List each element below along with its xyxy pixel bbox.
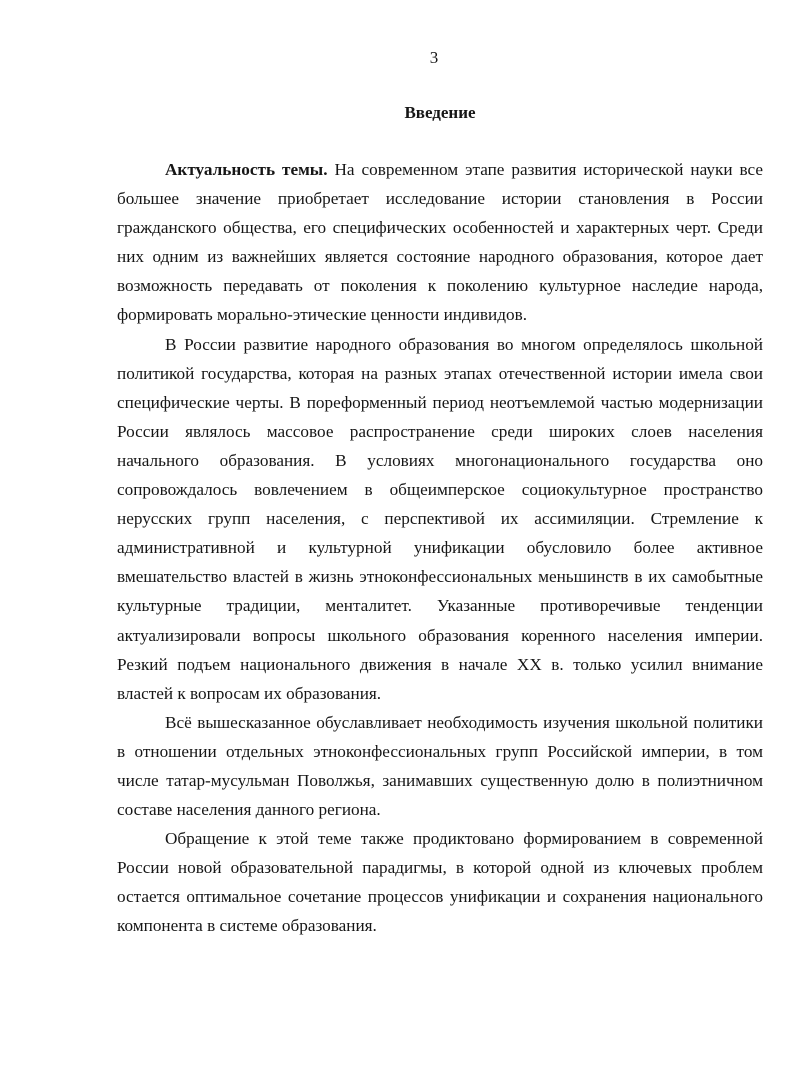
section-heading: Введение — [404, 103, 476, 122]
paragraph-school-policy: В России развитие народного образования во многом определялось школьной политикой государства, которая на разных этапах отечественной истории имела свои специфические черты. В пореформенный период неотъемлемой частью модернизации России являлось массовое распространение среди широких слоев населения начального образования. В условиях многонационального государства оно сопровождалось вовлечением в общеимперское социокультурное пространство нерусских групп населения, с перспективой их ассимиляции. Стремление к административной и культурной унификации обусловило более активное вмешательство властей в жизнь этноконфессиональных меньшинств в их самобытные культурные традиции, менталитет. Указанные противоречивые тенденции актуализировали вопросы школьного образования коренного населения империи. Резкий подъем национального движения в начале XX в. только усилил внимание властей к вопросам их образования. — [117, 334, 763, 703]
paragraph-paradigm: Обращение к этой теме также продиктовано формированием в современной России новой образовательной парадигмы, в которой одной из ключевых проблем остается оптимальное сочетание процессов унификации и сохранения национального компонента в системе образования. — [117, 829, 763, 936]
paragraph-text: На современном этапе развития исторической науки все большее значение приобретает исследование истории становления в России гражданского общества, его специфических особенностей и характерных черт. Среди них одним из важнейших является состояние народного образования, которое дает возможность передавать от поколения к поколению культурное наследие народа, формировать морально-этические ценности индивидов. — [117, 160, 763, 325]
page-number — [0, 47, 795, 69]
body-text — [117, 155, 763, 941]
paragraph-necessity: Всё вышесказанное обуславливает необходимость изучения школьной политики в отношении отдельных этноконфессиональных групп Российской империи, в том числе татар-мусульман Поволжья, занимавших существенную долю в полиэтничном составе населения данного региона. — [117, 712, 763, 820]
page-number-text: 3 — [429, 48, 439, 67]
paragraph-lead: Актуальность темы. — [165, 160, 328, 179]
paragraph-relevance — [117, 155, 763, 330]
